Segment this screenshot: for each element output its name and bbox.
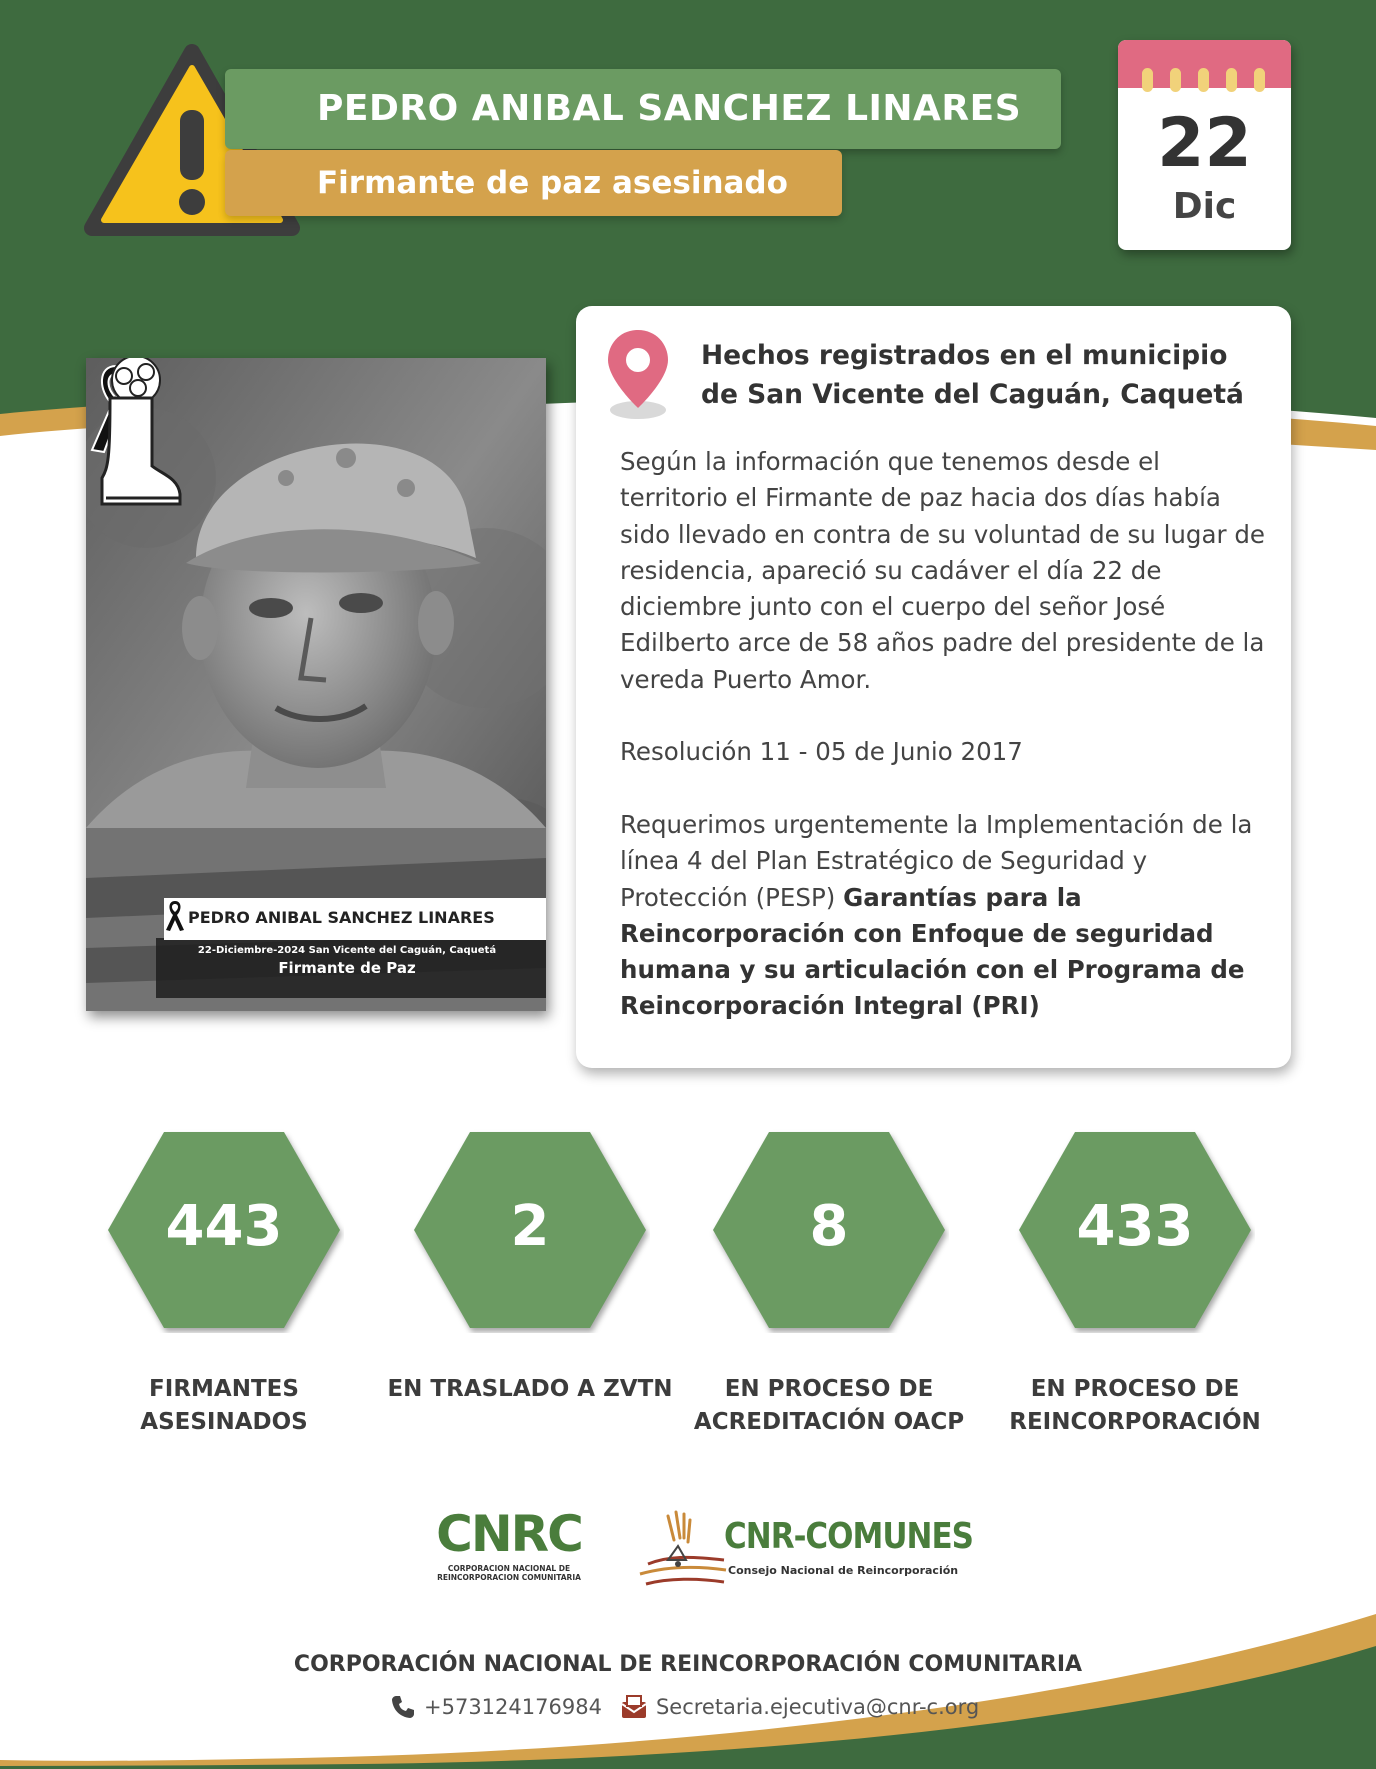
boot-flowers-icon [86, 358, 186, 508]
victim-photo [86, 358, 546, 1011]
request-text: Requerimos urgentemente la Implementación de la línea 4 del Plan Estratégico de Seguridad y Protección (PESP) [620, 809, 1253, 912]
request-paragraph [620, 807, 1270, 1025]
victim-name-banner [225, 69, 1061, 149]
cnr-comunes-title: CNR-COMUNES [724, 1516, 974, 1558]
photo-name-plate [164, 898, 546, 940]
email-address[interactable]: Secretaria.ejecutiva@cnr-c.org [655, 1695, 980, 1719]
footer-organization: CORPORACIÓN NACIONAL DE REINCORPORACIÓN COMUNITARIA [293, 1652, 1083, 1677]
cnr-comunes-logo [628, 1504, 974, 1594]
stat-label: EN TRASLADO A ZVTN [387, 1376, 673, 1402]
calendar-day: 22 [1157, 104, 1252, 183]
stat-label: EN PROCESO DE ACREDITACIÓN OACP [693, 1376, 965, 1435]
facts-paragraph: Según la información que tenemos desde el territorio el Firmante de paz hacia dos días había sido llevado en contra de su voluntad de su lugar de residencia, apareció su cadáver el día 22 de diciembre junto con el cuerpo del señor José Edilberto arce de 58 años padre del presidente de la vereda Puerto Amor. [620, 447, 1265, 694]
cnrc-logo-subtitle: CORPORACION NACIONAL DE REINCORPORACION COMUNITARIA [437, 1564, 581, 1582]
cnrc-logo [424, 1506, 594, 1586]
photo-caption: Firmante de Paz [278, 959, 416, 977]
facts-card [576, 306, 1291, 1068]
stat-label: FIRMANTES ASESINADOS [140, 1376, 308, 1435]
stat-value: 433 [1076, 1194, 1194, 1259]
stat-label: EN PROCESO DE REINCORPORACIÓN [1009, 1376, 1261, 1435]
stat-value: 443 [165, 1194, 283, 1259]
victim-status-banner [225, 150, 842, 216]
photo-plate-name: PEDRO ANIBAL SANCHEZ LINARES [188, 908, 495, 927]
photo-date-place: 22-Diciembre-2024 San Vicente del Caguán, Caquetá [197, 945, 497, 956]
footer-contact [390, 1694, 979, 1724]
victim-name: PEDRO ANIBAL SANCHEZ LINARES [317, 88, 1022, 129]
stat-value: 2 [510, 1194, 550, 1259]
calendar-month: Dic [1172, 186, 1237, 227]
stat-value: 8 [809, 1194, 849, 1259]
facts-title: Hechos registrados en el municipio de San Vicente del Caguán, Caquetá [701, 340, 1244, 410]
cnr-comunes-subtitle: Consejo Nacional de Reincorporación [728, 1564, 959, 1577]
cnrc-logo-mark: CNRC [436, 1505, 582, 1563]
calendar-icon [1118, 40, 1291, 250]
request-emphasis: Garantías para la Reincorporación con Enfoque de seguridad humana y su articulación con el Programa de Reincorporación Integral (PRI) [620, 882, 1245, 1021]
hands-dove-icon [628, 1504, 728, 1594]
phone-number[interactable]: +573124176984 [424, 1695, 602, 1719]
mourning-ribbon-icon [164, 898, 186, 932]
calendar-rings [1118, 68, 1291, 94]
facts-body [620, 444, 1270, 1061]
victim-status: Firmante de paz asesinado [317, 165, 788, 201]
phone-icon [390, 1694, 416, 1720]
email-icon [620, 1694, 648, 1720]
location-pin-icon [606, 328, 670, 420]
footer-background [0, 1600, 1376, 1769]
resolution-text: Resolución 11 - 05 de Junio 2017 [620, 737, 1023, 767]
